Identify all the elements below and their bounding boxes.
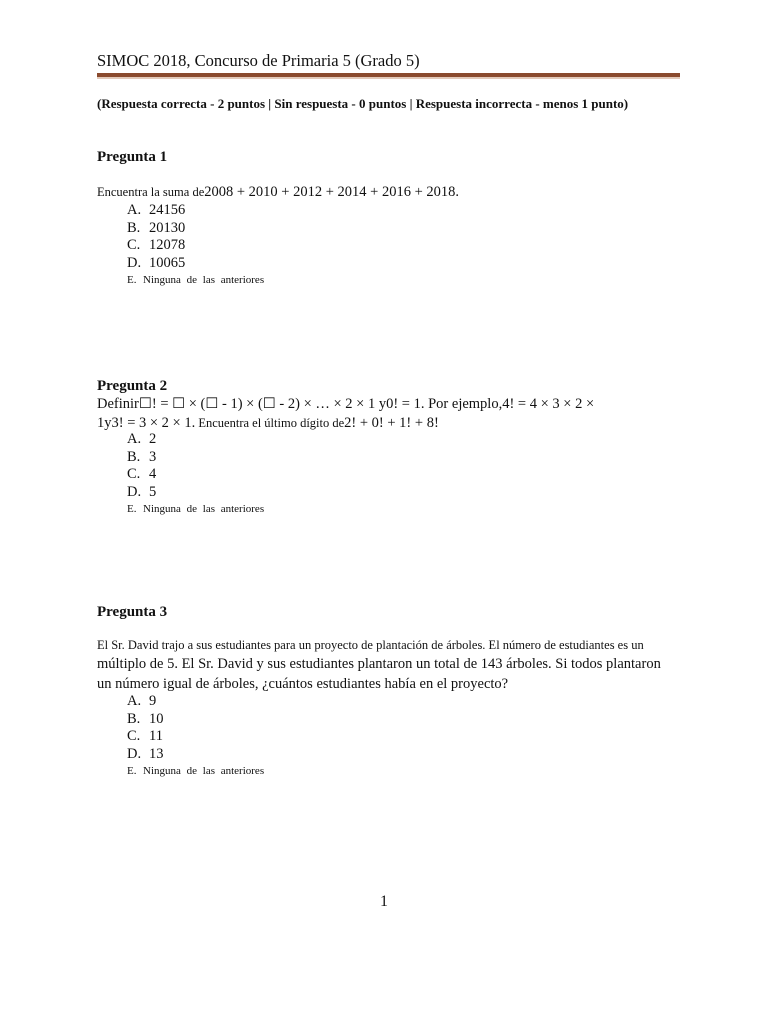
question-1-stem xyxy=(97,183,459,201)
option-letter: B. xyxy=(127,219,141,236)
question-3-options xyxy=(127,693,264,778)
question-1-options xyxy=(127,202,264,287)
option-letter: A. xyxy=(127,431,142,447)
question-2-title: Pregunta 2 xyxy=(97,378,168,394)
option-text: 2 xyxy=(149,431,157,447)
option-text: Ninguna de las anteriores xyxy=(143,273,265,286)
question-2-stem-line-2 xyxy=(97,414,439,432)
option-text: 20130 xyxy=(149,219,186,236)
option-e xyxy=(127,273,264,287)
option-letter: E. xyxy=(127,764,137,777)
option-letter: C. xyxy=(127,466,141,483)
document-header-title: SIMOC 2018, Concurso de Primaria 5 (Grado 5) xyxy=(97,51,420,70)
question-1-stem-lead: Encuentra la suma de xyxy=(97,185,205,199)
option-letter: A. xyxy=(127,693,142,709)
option-letter: B. xyxy=(127,710,141,727)
scoring-note: (Respuesta correcta - 2 puntos | Sin respuesta - 0 puntos | Respuesta incorrecta - menos 1 punto) xyxy=(97,96,629,111)
option-text: 24156 xyxy=(149,202,186,218)
question-3-stem-line-1: El Sr. David trajo a sus estudiantes para un proyecto de plantación de árboles. El número de estudiantes es un xyxy=(97,638,644,652)
question-2-stem-middle: Encuentra el último dígito de xyxy=(195,416,345,430)
option-text: 10065 xyxy=(149,255,186,272)
option-letter: C. xyxy=(127,728,141,745)
question-3-stem-line-3: un número igual de árboles, ¿cuántos estudiantes había en el proyecto? xyxy=(97,676,509,692)
question-2-stem-line-1: Definir☐! = ☐ × (☐ - 1) × (☐ - 2) × … × 2 × 1 y0! = 1. Por ejemplo,4! = 4 × 3 × 2 × xyxy=(97,396,595,412)
option-text: 5 xyxy=(149,484,157,501)
option-b xyxy=(127,220,264,238)
option-letter: C. xyxy=(127,237,141,254)
option-letter: E. xyxy=(127,502,137,515)
option-letter: D. xyxy=(127,255,142,272)
option-c xyxy=(127,466,264,484)
option-letter: D. xyxy=(127,484,142,501)
option-text: 3 xyxy=(149,448,157,465)
option-text: 12078 xyxy=(149,237,186,254)
option-c xyxy=(127,728,264,746)
question-2-stem-lead: 1y3! = 3 × 2 × 1. xyxy=(97,415,196,431)
option-text: Ninguna de las anteriores xyxy=(143,502,265,515)
option-d xyxy=(127,255,264,273)
option-d xyxy=(127,746,264,764)
option-a xyxy=(127,693,264,711)
header-divider-shadow xyxy=(97,77,680,79)
option-text: 9 xyxy=(149,693,157,709)
question-3-title: Pregunta 3 xyxy=(97,604,168,620)
option-e xyxy=(127,764,264,778)
option-b xyxy=(127,711,264,729)
option-a xyxy=(127,202,264,220)
option-c xyxy=(127,237,264,255)
option-e xyxy=(127,502,264,516)
option-letter: A. xyxy=(127,202,142,218)
question-3-stem-line-2: múltiplo de 5. El Sr. David y sus estudiantes plantaron un total de 143 árboles. Si todos plantaron xyxy=(97,656,661,672)
option-letter: E. xyxy=(127,273,137,286)
question-1-title: Pregunta 1 xyxy=(97,149,168,165)
option-text: 11 xyxy=(149,728,163,745)
option-a xyxy=(127,431,264,449)
option-text: 4 xyxy=(149,466,157,483)
option-letter: D. xyxy=(127,746,142,763)
option-text: Ninguna de las anteriores xyxy=(143,764,265,777)
question-2-options xyxy=(127,431,264,516)
page-number: 1 xyxy=(380,893,388,910)
option-letter: B. xyxy=(127,448,141,465)
question-2-stem-expression: 2! + 0! + 1! + 8! xyxy=(344,415,439,431)
option-d xyxy=(127,484,264,502)
option-b xyxy=(127,449,264,467)
option-text: 13 xyxy=(149,746,164,763)
question-1-stem-expression: 2008 + 2010 + 2012 + 2014 + 2016 + 2018. xyxy=(204,184,460,200)
option-text: 10 xyxy=(149,710,164,727)
